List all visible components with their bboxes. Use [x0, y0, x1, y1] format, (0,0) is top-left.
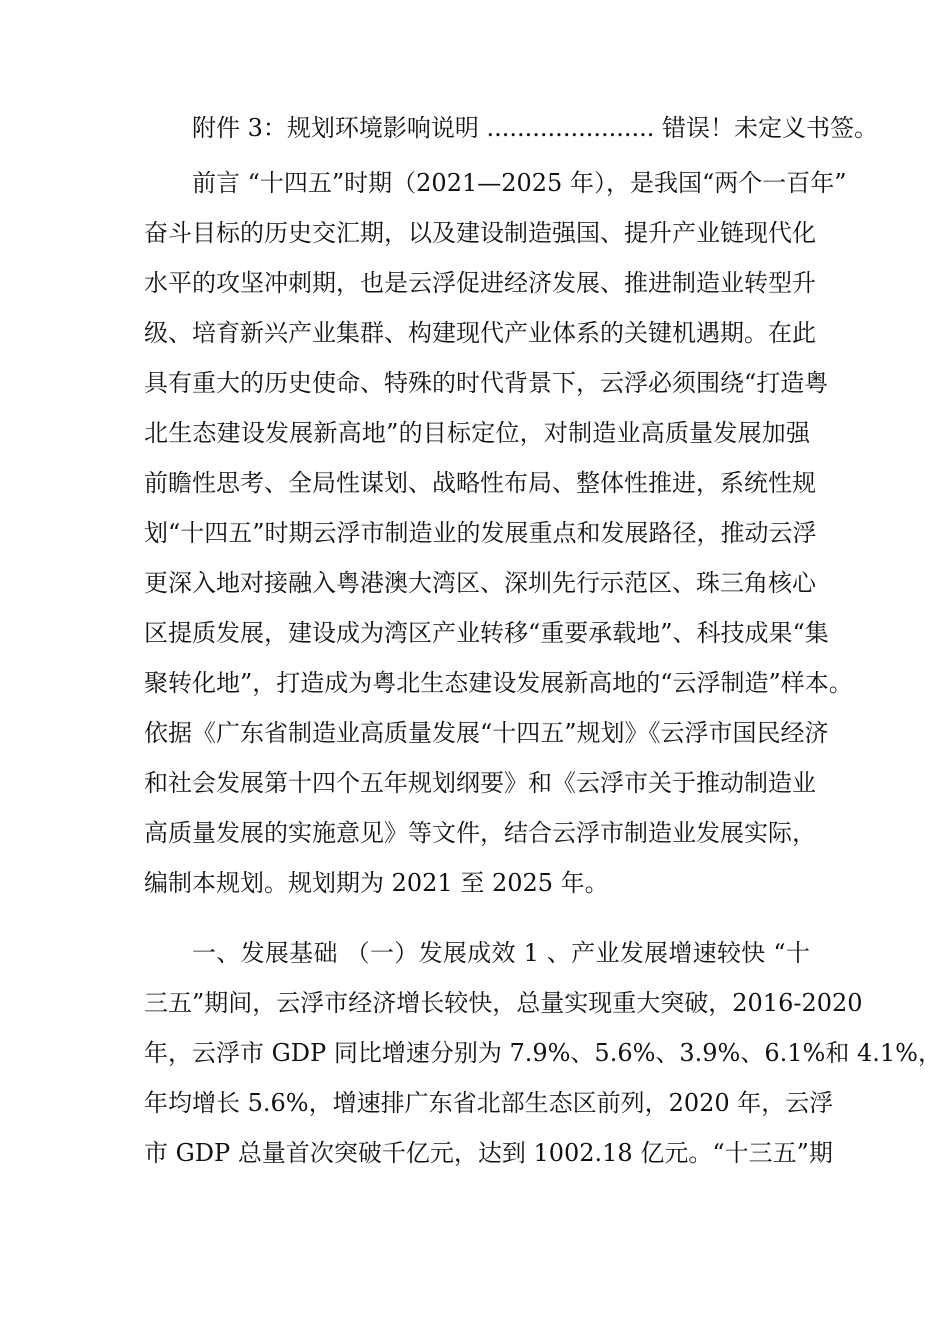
text-line: 三五”期间，云浮市经济增长较快，总量实现重大突破，2016-2020 [144, 989, 863, 1017]
text-line: 区提质发展，建设成为湾区产业转移“重要承载地”、科技成果“集 [144, 619, 829, 647]
text-line: 北生态建设发展新高地”的目标定位，对制造业高质量发展加强 [144, 419, 810, 447]
toc-entry-attachment-3: 附件 3：规划环境影响说明 ...................... 错误！未定义书签。 [192, 114, 878, 142]
text-line: 更深入地对接融入粤港澳大湾区、深圳先行示范区、珠三角核心 [144, 569, 816, 597]
text-line: 编制本规划。规划期为 2021 至 2025 年。 [144, 869, 609, 897]
text-line: 市 GDP 总量首次突破千亿元，达到 1002.18 亿元。“十三五”期 [144, 1139, 833, 1167]
text-line: 奋斗目标的历史交汇期，以及建设制造强国、提升产业链现代化 [144, 219, 816, 247]
text-line: 具有重大的历史使命、特殊的时代背景下，云浮必须围绕“打造粤 [144, 369, 829, 397]
text-line: 前瞻性思考、全局性谋划、战略性布局、整体性推进，系统性规 [144, 469, 816, 497]
text-line: 级、培育新兴产业集群、构建现代产业体系的关键机遇期。在此 [144, 319, 816, 347]
text-line: 依据《广东省制造业高质量发展“十四五”规划》《云浮市国民经济 [144, 719, 829, 747]
text-line: 和社会发展第十四个五年规划纲要》和《云浮市关于推动制造业 [144, 769, 816, 797]
text-line: 前言 “十四五”时期（2021—2025 年），是我国“两个一百年” [192, 169, 847, 197]
text-line: 水平的攻坚冲刺期，也是云浮促进经济发展、推进制造业转型升 [144, 269, 816, 297]
section-heading-line: 一、发展基础 （一）发展成效 1 、产业发展增速较快 “十 [192, 939, 810, 967]
text-line: 聚转化地”，打造成为粤北生态建设发展新高地的“云浮制造”样本。 [144, 669, 853, 697]
text-line: 年均增长 5.6%，增速排广东省北部生态区前列，2020 年，云浮 [144, 1089, 834, 1117]
text-line: 划“十四五”时期云浮市制造业的发展重点和发展路径，推动云浮 [144, 519, 817, 547]
text-line: 高质量发展的实施意见》等文件，结合云浮市制造业发展实际， [144, 819, 816, 847]
text-line: 年，云浮市 GDP 同比增速分别为 7.9%、5.6%、3.9%、6.1%和 4.1%， [144, 1039, 942, 1067]
